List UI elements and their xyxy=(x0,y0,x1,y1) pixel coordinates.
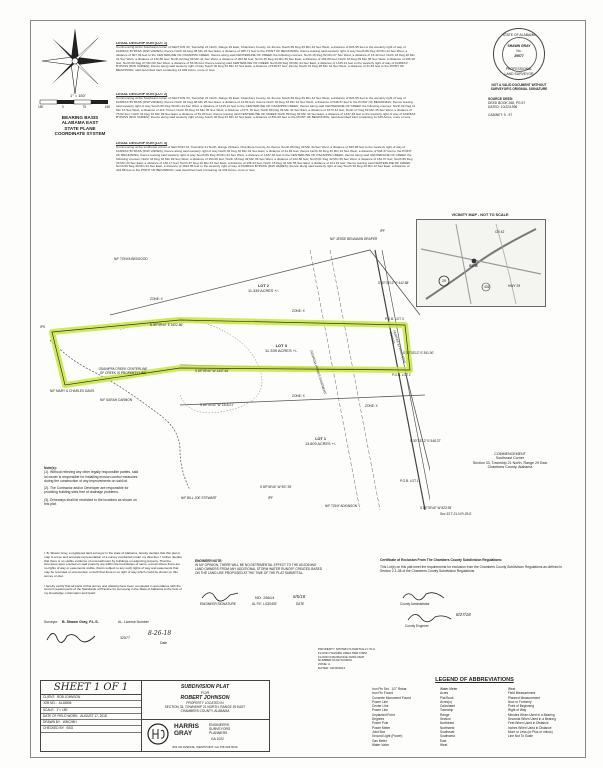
lot-2-label xyxy=(248,284,279,293)
legend-item: Unplanted Point xyxy=(372,712,395,717)
legend-item: Power Line xyxy=(372,708,388,713)
firm-name: HARRIS GRAY xyxy=(174,723,199,737)
scale-tick: 0 xyxy=(62,105,64,109)
seal-line: LAND SURVEYOR xyxy=(504,72,534,76)
bearing-label: N 89°39'44" E 1622.86' xyxy=(150,323,183,327)
lot-area: 11.339 ACRES +/- xyxy=(265,348,298,353)
legend-item: Point of Beginning xyxy=(508,704,534,709)
title-block xyxy=(40,680,270,752)
power-line-label: GEORGIA POWER EASEMENT xyxy=(309,349,328,395)
firm-logo-icon xyxy=(147,723,169,745)
firm-tagline: ENGINEERS SURVEYORS PLANNERS xyxy=(209,723,231,736)
owner-label: N/F BILL JOE STEWART xyxy=(181,496,217,500)
certificate-text: This Lot(s) on this plat meet the requirements for exclusion from the Chambers County Subdivision Regulations as defined in Section 2-1-08 of the Chambers County Subdivision Regulations. xyxy=(380,565,562,573)
note-item: (1). Without relieving any other legally responsible parties, said lot owner is responsible for installing erosion control measures during the construction of any improvements on said lot. xyxy=(44,470,139,483)
subdivision-block xyxy=(141,681,269,720)
owner-label: N/F TONYA BEDGOOD xyxy=(114,257,148,261)
north-arrow-icon xyxy=(40,26,110,96)
notes xyxy=(44,466,139,506)
legend-item: Southwest xyxy=(440,734,455,739)
sheet-title: SHEET 1 OF 1 xyxy=(41,681,141,695)
legend-title: LEGEND OF ABBREVIATIONS xyxy=(435,677,514,683)
source-deed xyxy=(488,97,558,117)
firm-address: 804 3rd AVENUE, WESTPOINT, GA 706-333-6040 xyxy=(172,745,238,749)
engineer-text: IN MY OPINION, THERE WILL BE NO DETRIMENTAL EFFECT TO THE ADJOINING LAND OWNERS FROM ANY ADDITIONAL STORM WATER RUNOFF CREATED BASED ON THE LAND USE PROPOSED AT THE TIME OF THE PLAT SUBMITTAL. xyxy=(195,562,323,575)
legend-column xyxy=(508,687,576,739)
surveyor-date-label: Date xyxy=(160,641,168,645)
legend-item: Center Line xyxy=(372,704,389,709)
surveyor-date: 8-26-18 xyxy=(148,630,172,637)
firm-ga: GA 1002 xyxy=(211,737,224,741)
source-deed-cabinet: CABINET: 9 - 97 xyxy=(488,112,513,117)
lot-label: LOT 2 xyxy=(258,284,269,288)
legend-item: Gas Meter xyxy=(372,738,387,743)
sheet-row-label: CLIENT: xyxy=(43,695,55,699)
engineer-heading: ENGINEER NOTE: xyxy=(195,559,223,563)
legend-item: Water Meter xyxy=(440,687,458,691)
legend-item: Feet When Used in Distance xyxy=(508,721,549,726)
legend-item: Joint Box xyxy=(372,729,386,734)
source-deed-label: SOURCE DEED: xyxy=(488,97,514,101)
commencement-label: COMMENCEMENT Southeast Corner Section 33, Township 21 North, Range 29 East Chambers County, Alabama xyxy=(472,452,548,470)
owner-label: N/F TONY ADKINSON xyxy=(325,504,358,508)
surveyor-license: 32577 xyxy=(120,636,130,640)
legend-of-abbreviations xyxy=(372,678,577,752)
legend-item: Iron Pin Set - 1/2" Rebar xyxy=(372,687,407,691)
scale-ticks xyxy=(38,106,110,110)
legend-item: Southeast xyxy=(440,729,455,734)
monument-label: IPF xyxy=(380,229,385,233)
scale-ratio: 1" = 150' xyxy=(70,93,86,98)
legend-item: West xyxy=(440,742,448,747)
legend-item: Iron Pin Found xyxy=(372,691,393,696)
legend-item: Power Pole xyxy=(372,721,389,726)
zone-label: ZONE: X xyxy=(292,309,305,313)
zone-label: ZONE: X xyxy=(150,297,163,301)
legal-text: Commencing at the Southeast corner of SECTION 33, Township 21 North, Range 29 East, Chambers County, AL thence South 89 Deg 39 Min 44 Sec West, a distance of 823.95 feet to the westerly right of way of FAIRFAX BYPASS (R/W VARIES); thence North 02 Deg 08 Min 25 Sec East, a distance of 41.84 feet; thence North 30 Deg 33 Min 12 Sec West, a distance of 548.37 feet to the POINT OF BEGINNING; thence leaving said westerly right of way South 89 Deg 39 Min 44 Sec West, a distance of 1315.21 feet to the CENTERLINE OF OSANIPPA CREEK; thence along said CENTERLINE OF CREEK the following courses; North 62 Deg 11 Min 16 Sec West, a distance of 113.73 feet; North 83 Deg 24 Min 35 Sec West, a distance of 271.76 feet; North 89 Deg 39 Min 44 Sec East, a distance of 1573.44 feet; North 17 Deg 59 Min 45 Sec West, a distance of 75.62 feet; North 34 Deg 10 Min 09 Sec East, a distance of 51.00 feet; thence leaving said CENTERLINE OF CREEK North 89 Deg 39 Min 44 Sec East, a distance of 1437.46 feet to the westerly right of way of FAIRFAX BYPASS (R/W VARIES); thence along said westerly right of way South 30 Deg 33 Min 12 Sec East, a distance of 351.00 feet to the POINT OF BEGINNING; said described tract containing 11.339 Acres, more or less. xyxy=(116,95,416,120)
engineer-signature xyxy=(200,588,240,602)
owner-label: N/F MARY & CHARLES DAVIS xyxy=(50,389,95,393)
legend-item: Acres xyxy=(440,691,449,696)
note-item: (3). Driveways shall be restricted to the locations as shown on this plat. xyxy=(44,497,137,507)
sheet-row-value: ROB JOHNSON xyxy=(56,695,81,699)
sheet-row-label: DRAWN BY: xyxy=(43,720,61,725)
owner-label: N/F JESSE BENJAMIN DRAPER xyxy=(330,237,378,241)
county-admin-signature xyxy=(400,588,450,602)
certificate-date: 8/27/18 xyxy=(456,612,471,617)
source-deed-book: DEED BOOK 268, PG 67 xyxy=(488,101,526,106)
zone-label: ZONE: X xyxy=(292,394,305,398)
legend-item: Plat Book xyxy=(440,695,454,700)
road-label: FAIRFAX BYPASS (R/W VARIES) xyxy=(388,329,407,364)
legend-item: Range xyxy=(440,712,450,717)
vicinity-label: CR 42 xyxy=(495,230,505,234)
engineer-note xyxy=(195,560,325,576)
seal-line: STATE OF ALABAMA xyxy=(502,33,536,37)
engineer-license: NO. 26614 xyxy=(255,595,275,600)
section-line-label: Sec 33 T-21-N R-29-E xyxy=(440,512,472,516)
legend-item: Degrees xyxy=(372,717,385,722)
legal-heading: LEGAL DESCRIPTION (LOT 1) xyxy=(116,42,168,45)
legend-item: Inches When Used in Distance xyxy=(508,725,552,730)
lot-3-label xyxy=(265,343,298,353)
lot-area: 13.609 ACRES +/- xyxy=(305,441,337,446)
surveyor-seal xyxy=(493,28,545,80)
engineer-sig-label: ENGINEER SIGNATURE xyxy=(200,602,236,606)
legend-item: More or Less (or Plus or minus) xyxy=(508,729,553,734)
bearing-label: S 89°39'44" W 907.39' xyxy=(260,485,292,489)
sheet-row xyxy=(41,726,141,732)
legal-description-lot-2 xyxy=(116,93,416,138)
legend-item: Power Meter xyxy=(372,725,391,730)
legend-item: Northwest xyxy=(440,725,455,730)
vicinity-label: 29 xyxy=(442,279,446,283)
lot-label: LOT 3 xyxy=(275,343,287,348)
bearing-label: S 89°39'44" W 823.95' xyxy=(420,506,452,510)
legend-item: Acres(s) xyxy=(440,699,452,704)
legend-item: Water Valve xyxy=(372,742,390,747)
vicinity-label: HWY 29 xyxy=(508,284,521,288)
zone-label: ZONE: X xyxy=(365,404,378,408)
note-item: (2). The Contractor and/or Developer are responsible for providing building sites free of drainage problems. xyxy=(44,486,129,495)
county-engineer-signature xyxy=(405,610,455,624)
bearing-label: S 89°39'44" W 1437.46' xyxy=(195,369,229,373)
legal-text: Commencing at the Southeast corner of SECTION 33, Township 21 North, Range 29 East, Chambers County, AL thence South 89 Deg 39 Min 44 Sec West, a distance of 823.95 feet to the westerly right of way of FAIRFAX BYPASS (R/W VARIES); thence North 02 Deg 08 Min 25 Sec East, a distance of 365.71 feet to the POINT OF BEGINNING; thence leaving said westerly right of way South 89 Deg 39 Min 44 Sec West, a distance of 907.39 feet to the CENTERLINE OF OSANIPPA CREEK; thence along said CENTERLINE OF CREEK the following courses; North 15 Deg 52 Min 27 Sec West, a distance of 15.42 feet; North 18 Deg 20 Min 31 Sec West, a distance of 132.86 feet; North 22 Deg 09 Min 41 Sec West, a distance of 203.66 feet; North 45 Deg 14 Min 36 Sec East, a distance of 152.89 feet; North 63 Deg 09 Min 35 Sec West, a distance of 106.18 feet; North 60 Deg 07 Min 06 Sec West, a distance of 55.06 feet; thence leaving said CENTERLINE OF CREEK North 89 Deg 39 Min 44 Sec East, a distance of 1315.21 feet to the westerly right of way of FAIRFAX BYPASS (R/W VARIES); thence along said westerly right of way South 30 Deg 33 Min 12 Sec East, a distance of 548.37 feet; thence South 01 Deg 28 Min 04 Sec West, a distance of 41.84 feet to the POINT OF BEGINNING; said described tract containing 13.609 Acres, more or less. xyxy=(116,44,415,73)
surveyor-signature xyxy=(45,628,105,644)
pob-label: P.O.B. LOT 3 xyxy=(385,317,404,321)
seal-line: No. xyxy=(516,49,522,53)
surveyor-cert-text: I, B. Shawn Gray, a registered land surveyor in the state of Alabama, hereby declare that this plat or map is a true and accurate representation of a survey conducted under my direction. I further declare that there is no visible evidence of encroachment by buildings on adjoining property. That the structures were erected on said property are within the boundaries of same, except where there are no rights of way or easements visible, that is subject to any such rights of way and easements that may be recorded or unrecorded, or both that there is no right of way which could be shown on this survey or plat. xyxy=(44,551,183,578)
legend-item: East xyxy=(440,738,447,743)
creek-label: OSANIPPA CREEK CENTERLINE OF CREEK IS PROPERTY LINE xyxy=(98,367,148,375)
bearing-label: S 30°33'12" E 351.00' xyxy=(403,351,434,355)
vicinity-map-title: VICINITY MAP - NOT TO SCALE xyxy=(451,213,509,217)
vicinity-label: 431 xyxy=(484,285,490,289)
bearing-label: S 89°39'44" W 1315.21' xyxy=(200,403,234,407)
legend-item: Seconds When Used in a Bearing xyxy=(508,717,556,722)
pob-label: P.O.B. LOT 2 xyxy=(392,373,411,377)
sheet-row-label: JOB NO.: xyxy=(43,701,57,706)
legend-item: Planned Measurement xyxy=(508,695,541,700)
flood-note: PROPERTY SHOWN IS PARTIALLY IN A FLOOD HAZARD AREA PER FIRM FLOOD INSURANCE RATE MAP NUMBER 01017C0300C ZONE: A DATED: 02/18/2011 xyxy=(318,647,375,670)
legal-description-lot-3 xyxy=(116,142,416,188)
legend-item: Right of Way xyxy=(508,708,527,713)
legend-item: Line Not To Scale xyxy=(508,734,533,739)
legal-heading: LEGAL DESCRIPTION (LOT 2) xyxy=(116,93,168,96)
seal-line: 29577 xyxy=(514,54,524,58)
bearing-label: S 30°33'12" E 548.37' xyxy=(410,439,441,443)
engineer-date: 6/5/18 xyxy=(293,594,306,599)
subdivision-for: FOR xyxy=(200,690,210,695)
sheet-row-value: AL18806 xyxy=(58,701,72,706)
sheet-row-label: SCALE: xyxy=(43,707,55,712)
owner-label: N/F SARAH CARMON xyxy=(100,398,133,402)
legal-heading: LEGAL DESCRIPTION (LOT 3) xyxy=(116,142,168,145)
monument-label: IPF xyxy=(268,496,273,500)
lot-label: LOT 1 xyxy=(315,437,326,441)
certificate-heading: Certificate of Exclusion From The Chambers County Subdivision Regulations: xyxy=(380,558,503,562)
scale-tick: 150 xyxy=(38,105,44,109)
vicinity-map xyxy=(416,219,546,307)
notes-heading: Note(s): xyxy=(44,466,57,470)
legend-item: Township xyxy=(440,708,454,713)
legend-column xyxy=(440,687,508,747)
scale-tick: 75 xyxy=(82,105,86,109)
subdivision-title: SUBDIVISION PLAT xyxy=(180,684,230,690)
legend-column xyxy=(372,687,440,747)
lot-area: 11.339 ACRES +/- xyxy=(248,288,279,293)
lot-1-label xyxy=(305,437,336,446)
legend-item: Northeast xyxy=(440,721,454,726)
pob-label: P.O.B. LOT 1 xyxy=(400,479,419,483)
bearing-basis: BEARING BASIS ALABAMA EAST STATE PLANE COORDINATE SYSTEM xyxy=(54,115,106,137)
seal-line: PROFESSIONAL xyxy=(505,67,533,71)
engineer-license-label: AL P.E. LICENSE xyxy=(252,602,277,606)
legend-item: West xyxy=(508,687,516,691)
sheet-row-value: WMC/MH xyxy=(62,720,77,725)
legal-description-lot-1 xyxy=(116,42,416,88)
sheet-row-label: DATE OF FIELD WORK: xyxy=(43,713,79,718)
scale-tick: 150 xyxy=(104,105,110,109)
legend-item: Power Line xyxy=(372,699,388,704)
legend-item: Ground Light (Power) xyxy=(372,734,403,739)
legend-item: Minutes When Used in a Bearing xyxy=(508,712,555,717)
certificate-of-exclusion xyxy=(380,558,570,573)
surveyor-cert-text: I hereby certify that all parts of this survey and drawing have been completed in accordance with the current requirements of the Standards of Practice for surveying in the State of Alabama to the best of my knowledge, information and belief. xyxy=(44,583,182,596)
county-engineer-label: County Engineer xyxy=(405,624,429,628)
sheet-row-value: BSG xyxy=(66,726,74,731)
subdivision-location: PROPERTY LOCATED IN SECTION 33, TOWNSHIP 21 NORTH, RANGE 29 EAST CHAMBERS COUNTY, ALABAMA xyxy=(164,701,246,713)
sheet-row-label: CHECKED BY: xyxy=(43,726,65,731)
seal-note: NOT A VALID DOCUMENT WITHOUT SURVEYOR'S ORIGINAL SIGNATURE xyxy=(490,83,548,91)
sheet-row-value: 1"= 150' xyxy=(56,707,68,712)
legal-text: Commencing at the southeast corner of SECTION 33, Township 21 North, Range 29 East, Chambers County, AL thence South 89 Deg 39 Min 44 Sec West, a distance of 823.95 feet to the westerly right of way of FAIRFAX BYPASS (R/W VARIES); thence along said westerly right of way North 02 Deg 30 Min 04 Sec East, a distance of 41.84 feet; thence North 30 Deg 33 Min 12 Sec West, a distance of 548.37 feet to the POINT OF BEGINNING; thence leaving said westerly right of way South 89 Deg 39 Min 44 Sec West, a distance of 1437.46 feet to the CENTERLINE OF OSANIPPA CREEK; thence along said CENTERLINE OF CREEK the following courses; North 34 Deg 10 Min 09 Sec West, a distance of 154.06 feet; North 16 Deg 49 Min 06 Sec West, a distance of 122.60 feet; North 81 Deg 42 Min 36 Sec West, a distance of 152.37 feet; North 89 Deg 39 Min 44 Sec East, a distance of 130.17 feet; North 87 Deg 19 Min 33 Sec East, a distance of 135.43 feet; North 15 Deg 42 Min 55 Sec East, a distance of 101.19 feet; thence leaving said CENTERLINE OF CREEK North 89 Deg 39 Min 44 Sec East, a distance of 1622.86 feet to the westerly right of way of FAIRFAX BYPASS (R/W VARIES); thence along said westerly right of way South 30 Deg 33 Min 12 Sec East, a distance of 442.88 feet to the POINT OF BEGINNING; said described tract containing 11.339 Acres, more or less. xyxy=(116,144,413,173)
county-admin-label: County Administrator xyxy=(400,602,430,606)
seal-line: SHAWN GRAY xyxy=(507,44,531,48)
sheet-row-value: AUGUST 17, 2018 xyxy=(80,713,107,718)
legend-item: Section xyxy=(440,717,451,722)
monument-label: IPS xyxy=(40,325,46,329)
surveyor-label: Surveyor xyxy=(44,620,58,624)
legend-item: Field Measurement xyxy=(508,691,536,696)
engineer-date-label: DATE xyxy=(296,602,305,606)
source-deed-date: DATED: 10/22/1996 xyxy=(488,105,518,110)
sheet-info xyxy=(41,681,142,751)
vicinity-site-label: SITE xyxy=(469,263,478,268)
surveyor-certification xyxy=(44,552,184,596)
legend-item: Concrete Monument Found xyxy=(372,695,411,700)
legend-item: Calculated xyxy=(440,704,456,709)
subdivision-client: ROBERT JOHNSON xyxy=(180,695,230,701)
bearing-label: S 30°33'12" E 442.88' xyxy=(378,281,409,285)
legend-item: Now or Formerly xyxy=(508,699,532,704)
firm-block xyxy=(141,719,269,751)
surveyor-name: B. Shawn Gray, P.L.S. xyxy=(62,620,99,624)
surveyor-license-label: AL. License Number xyxy=(118,620,149,624)
